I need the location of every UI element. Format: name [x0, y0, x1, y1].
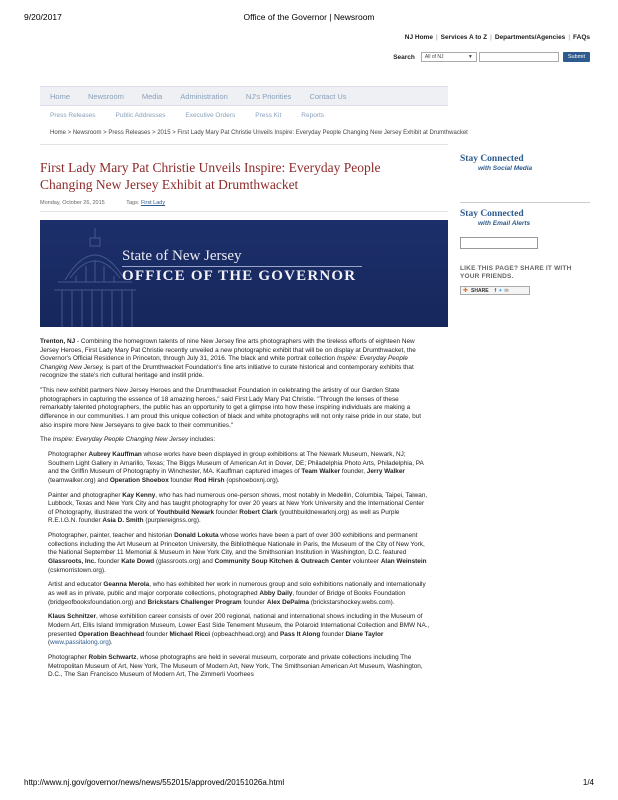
print-page-number: 1/4 — [582, 778, 594, 787]
chevron-down-icon: ▼ — [467, 54, 473, 60]
main-nav — [40, 86, 448, 106]
sidebar-divider — [460, 202, 590, 203]
tags-label: Tags: — [126, 200, 140, 206]
list-item: Painter and photographer Kay Kenny, who has had numerous one-person shows, most notably in Medellin, Columbia, Taipei, Taiwan, Lubbock, Texas and New York City and has taught photography for over 20 years at New York University and the International Center of Photography, illustrated the work of Youthbuild Newark founder Robert Clark (youthbuildnewarknj.org) as well as Purple R.E.I.G.N. founder Asia D. Smith (purplereignss.org). — [48, 491, 428, 525]
nj-home-link[interactable]: NJ Home — [404, 34, 433, 41]
sidebar — [460, 154, 590, 295]
banner-office-title: OFFICE OF THE GOVERNOR — [122, 268, 357, 284]
social-heading: Stay Connected — [460, 154, 524, 164]
search-submit-button[interactable]: Submit — [563, 52, 590, 62]
banner-rule — [122, 266, 362, 267]
divider — [40, 144, 448, 145]
passitalong-link[interactable]: www.passitalong.org — [50, 639, 109, 647]
social-subheading[interactable]: with Social Media — [478, 165, 533, 172]
print-title: Office of the Governor | Newsroom — [243, 12, 375, 22]
subnav-press-kit[interactable]: Press Kit — [255, 112, 282, 119]
departments-link[interactable]: Departments/Agencies — [494, 34, 566, 41]
email-input[interactable] — [460, 237, 538, 249]
utility-links: NJ Home | Services A to Z | Departments/Agencies | FAQs — [404, 34, 590, 41]
nav-newsroom[interactable]: Newsroom — [88, 91, 124, 101]
print-url: http://www.nj.gov/governor/news/news/552015/approved/20151026a.html — [24, 778, 285, 787]
search-input[interactable] — [479, 52, 559, 62]
faqs-link[interactable]: FAQs — [573, 34, 590, 41]
share-prompt: LIKE THIS PAGE? SHARE IT WITH YOUR FRIENDS. — [460, 265, 572, 280]
divider — [40, 211, 448, 212]
paragraph: The Inspire: Everyday People Changing New Jersey includes: — [40, 436, 216, 444]
article-meta — [40, 200, 165, 206]
services-link[interactable]: Services A to Z — [440, 34, 488, 41]
nav-contact[interactable]: Contact Us — [309, 91, 347, 101]
subnav-public-addresses[interactable]: Public Addresses — [115, 112, 166, 119]
email-subheading[interactable]: with Email Alerts — [478, 220, 531, 227]
article-date: Monday, October 26, 2015 — [40, 200, 105, 206]
share-button[interactable] — [460, 286, 530, 295]
email-icon[interactable]: ✉ — [504, 287, 509, 294]
share-plus-icon: ✚ — [463, 288, 469, 294]
breadcrumb[interactable]: Home > Newsroom > Press Releases > 2015 > First Lady Mary Pat Christie Unveils Inspire: Everyday People Changing New Jersey Exhibit at Drumthwacket — [50, 130, 468, 136]
nav-media[interactable]: Media — [141, 91, 163, 101]
subnav-reports[interactable]: Reports — [301, 112, 325, 119]
paragraph: Trenton, NJ - Combining the homegrown talents of nine New Jersey fine arts photographers with the tireless efforts of eighteen New Jersey Heroes, First Lady Mary Pat Christie recently unveiled a new photographic exhibit that will be on display at Drumthwacket, the Governor's Official Residence in Princeton, through July 31, 2016. The black and white portrait collection Inspire: Everyday People Changing New Jersey, is part of the Drumthwacket Foundation's fine arts initiative to curate historical and contemporary exhibits that recognize the state's rich cultural heritage and instill pride. — [40, 338, 416, 380]
subnav-executive-orders[interactable]: Executive Orders — [185, 112, 236, 119]
tag-link[interactable]: First Lady — [140, 200, 166, 206]
quote-paragraph: "This new exhibit partners New Jersey Heroes and the Drumthwacket Foundation in celebrating the artistry of our Garden State photographers in capturing the essence of 18 amazing heroes," said First Lady Mary Pat Christie. "Through the lenses of these remarkably talented photographers, the public has an opportunity to get a glimpse into how these inspiring individuals are making a difference in our communities. I am proud this unique collection of black and white photographs will not only raise pride in our state, but also inspire more New Jerseyans to give back to their communities." — [40, 387, 422, 429]
list-item: Artist and educator Geanna Merola, who has exhibited her work in numerous group and solo exhibitions nationally and internationally as well as in private, public and major corporate collections, photographed Abby Daily, founder of Bridge of Books Foundation (bridgeofbooksfoundation.org) and Brickstars Challenger Program founder Alex DePalma (brickstarshockey.webs.com). — [48, 581, 426, 606]
sub-nav — [40, 112, 448, 119]
governor-banner — [40, 220, 448, 327]
list-item: Photographer Aubrey Kauffman whose works have been displayed in group exhibitions at The Newark Museum, Newark, NJ; Southern Light Gallery in Amarillo, Texas; The Biggs Museum of American Art in Dover, DE; Philadelphia Photo Arts, Philadelphia, PA and the Griffin Museum of Photography in Winchester, MA. Kauffman captured images of Team Walker founder, Jerry Walker (teamwalker.org) and Operation Shoebox founder Rod Hirsh (opshoeboxnj.org). — [48, 451, 424, 484]
search-bar — [393, 51, 590, 63]
search-label: Search — [393, 53, 415, 61]
search-scope-select[interactable]: All of NJ ▼ — [421, 52, 477, 62]
nav-priorities[interactable]: NJ's Priorities — [245, 91, 292, 101]
email-heading: Stay Connected — [460, 209, 524, 219]
article-body — [40, 338, 430, 686]
share-label: SHARE — [471, 287, 489, 294]
list-item: Photographer Robin Schwartz, whose photographs are held in several museum, corporate and private collections including The Metropolitan Museum of Art, New York, The Museum of Modern Art, New York, The Smithsonian American Art Museum, Washington, D.C., The San Francisco Museum of Modern Art, The Zimmerli Voorhees — [48, 653, 423, 679]
nav-home[interactable]: Home — [50, 91, 71, 101]
facebook-icon[interactable]: f — [494, 287, 497, 294]
banner-state-title: State of New Jersey — [122, 248, 242, 264]
article-headline: First Lady Mary Pat Christie Unveils Inspire: Everyday People Changing New Jersey Exhibit at Drumthwacket — [40, 160, 381, 192]
subnav-press-releases[interactable]: Press Releases — [50, 112, 96, 119]
nav-administration[interactable]: Administration — [180, 91, 228, 101]
twitter-icon[interactable]: ✦ — [498, 287, 503, 294]
print-date: 9/20/2017 — [24, 12, 62, 22]
list-item: Photographer, painter, teacher and historian Donald Lokuta whose works have been a part of over 300 exhibitions and permanent collections including the Art Museum at Princeton University, the Bibliothèque Nationale in Paris, the Museum of the City of New York, the National September 11 Memorial & Museum in New York City, and the Smithsonian Institution in Washington, D.C. featured Glassroots, Inc. founder Kate Dowd (glassroots.org) and Community Soup Kitchen & Outreach Center volunteer Alan Weinstein (cskmorristown.org). — [48, 532, 427, 574]
list-item: Klaus Schnitzer, whose exhibition career consists of over 200 regional, national and international shows including in the Museum of Modern Art, Ellis Island Immigration Museum, Lower East Side Tenement Museum, the Polaroid International Collection and BMW NA., presented Operation Beachhead founder Michael Ricci (opbeachhead.org) and Pass It Along founder Diane Taylor (www.passitalong.org). — [48, 613, 430, 647]
